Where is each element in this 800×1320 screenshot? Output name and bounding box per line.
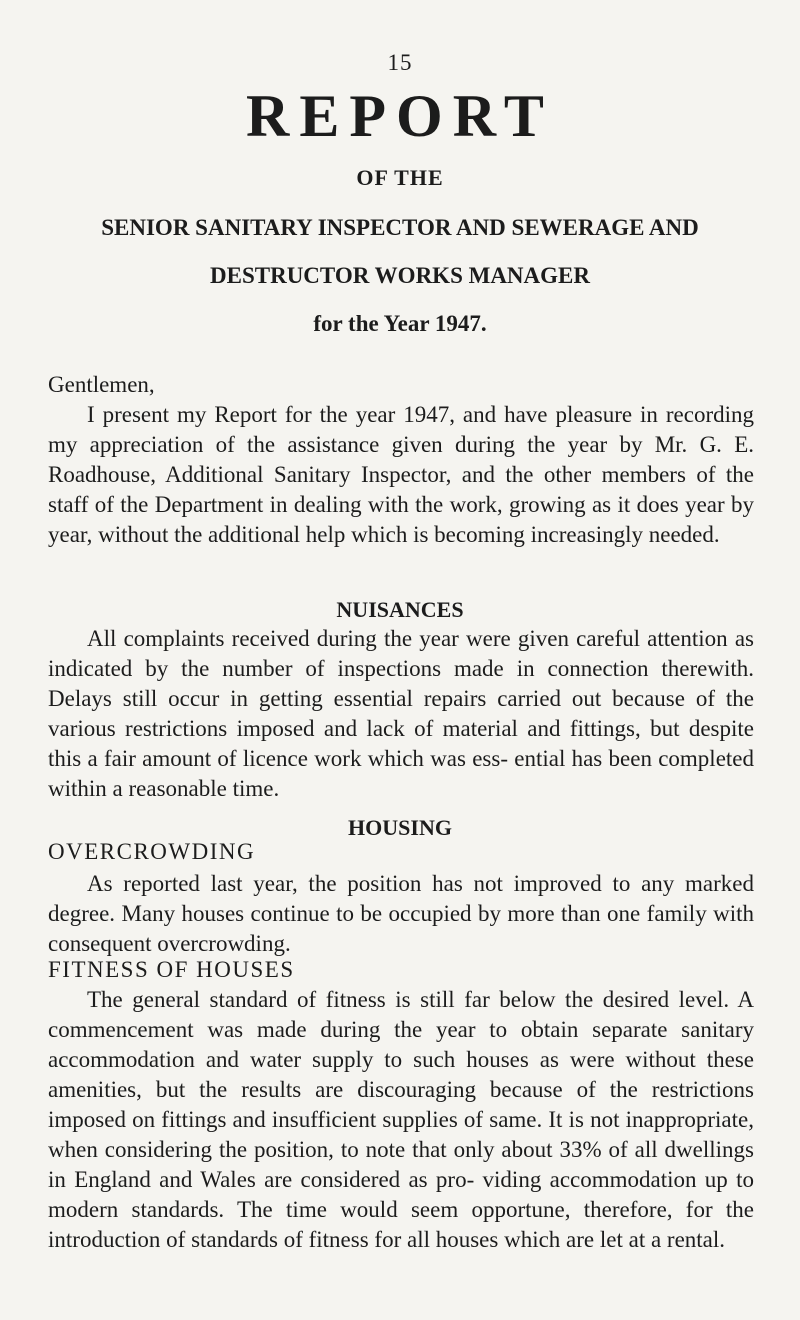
subheading-fitness-of-houses: FITNESS OF HOUSES	[48, 957, 295, 982]
fitness-paragraph: The general standard of fitness is still far below the desired level. A commencement was made during the year to obtain separate sanitary accommodation and water supply to such houses as were without these amenities, but the results are discouraging because of the restrictions imposed on fittings and insufficient supplies of same. It is not inappropriate, when considering the position, to note that only about 33% of all dwellings in England and Wales are considered as pro- viding accommodation up to modern standards. The time would seem opportune, therefore, for the introduction of standards of fitness for all houses which are let at a rental.	[48, 987, 754, 1252]
intro-paragraph: I present my Report for the year 1947, and have pleasure in recording my appreciation of the assistance given during the year by Mr. G. E. Roadhouse, Additional Sanitary Inspector, and the other members of the staff of the Department in dealing with the work, growing as it does year by year, without the additional help which is becoming increasingly needed.	[48, 402, 754, 547]
section-heading-housing: HOUSING	[348, 815, 452, 840]
report-year-line: for the Year 1947.	[313, 311, 487, 336]
subtitle-of-the: OF THE	[356, 165, 444, 190]
overcrowding-paragraph: As reported last year, the position has not improved to any marked degree. Many houses continue to be occupied by more than one family with consequent overcrowding.	[48, 871, 754, 956]
salutation: Gentlemen,	[48, 372, 155, 397]
report-title: REPORT	[246, 83, 554, 149]
subtitle-line-1: SENIOR SANITARY INSPECTOR AND SEWERAGE AND	[101, 215, 699, 240]
page-number: 15	[387, 50, 413, 75]
nuisances-paragraph: All complaints received during the year were given careful attention as indicated by the number of inspections made in connection therewith. Delays still occur in getting essential repairs carried out because of the various restrictions imposed and lack of material and fittings, but despite this a fair amount of licence work which was ess- ential has been completed within a reasonable time.	[48, 626, 754, 801]
subtitle-line-2: DESTRUCTOR WORKS MANAGER	[210, 263, 590, 288]
section-heading-nuisances: NUISANCES	[336, 597, 464, 622]
subheading-overcrowding: OVERCROWDING	[48, 839, 256, 864]
